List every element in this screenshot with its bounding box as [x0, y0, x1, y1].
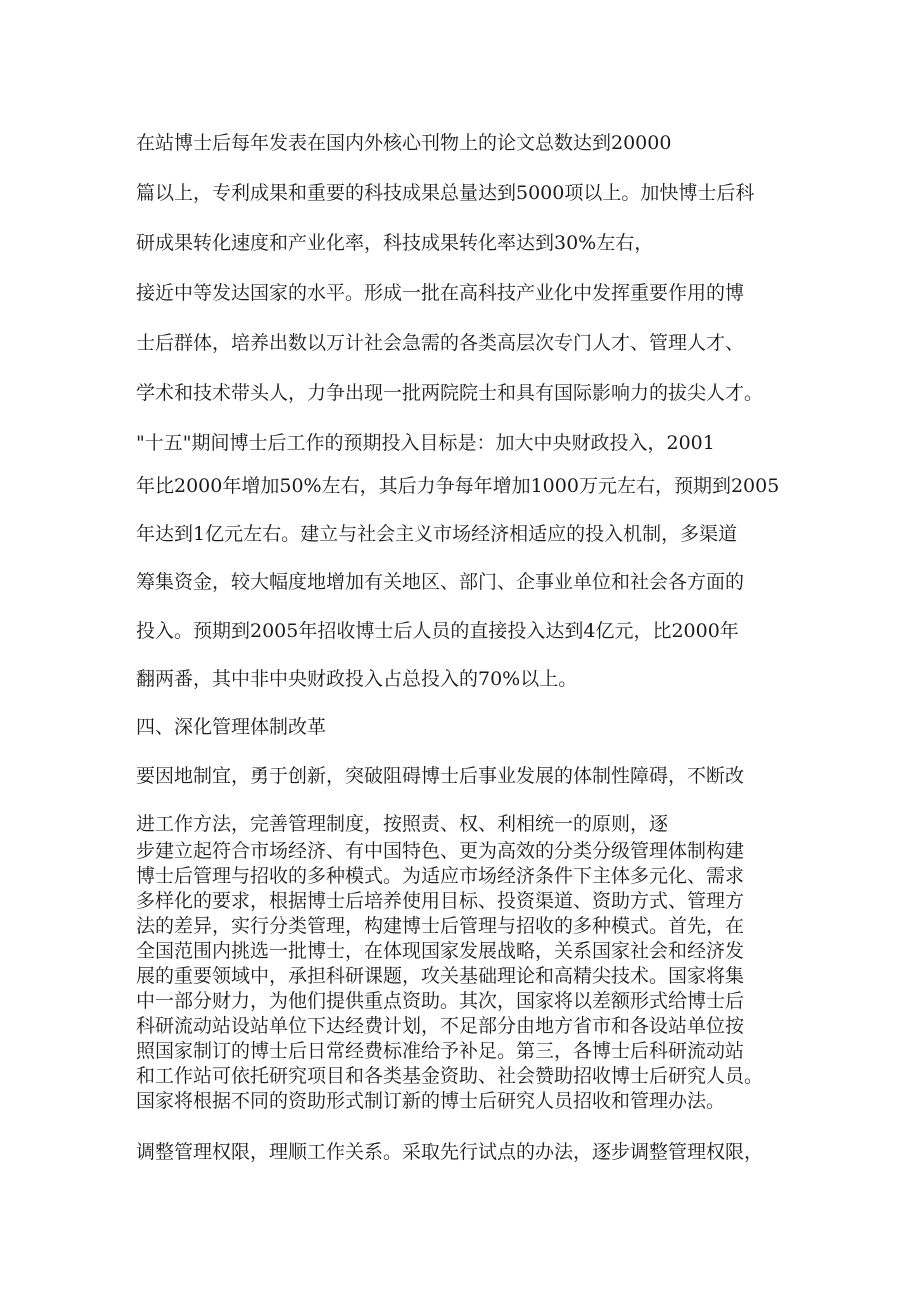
- text-line: "十五"期间博士后工作的预期投入目标是：加大中央财政投入，2001: [136, 432, 715, 454]
- text-line: 接近中等发达国家的水平。形成一批在高科技产业化中发挥重要作用的博: [136, 282, 745, 304]
- section-heading: 四、深化管理体制改革: [136, 716, 327, 738]
- text-line: 国家将根据不同的资助形式制订新的博士后研究人员招收和管理办法。: [136, 1090, 726, 1112]
- text-line: 要因地制宜，勇于创新，突破阻碍博士后事业发展的体制性障碍，不断改: [136, 765, 745, 787]
- text-line: 进工作方法，完善管理制度，按照责、权、利相统一的原则，逐: [136, 813, 669, 835]
- text-line: 筹集资金，较大幅度地增加有关地区、部门、企事业单位和社会各方面的: [136, 571, 745, 593]
- text-line: 多样化的要求，根据博士后培养使用目标、投资渠道、资助方式、管理方: [136, 890, 745, 912]
- text-line: 博士后管理与招收的多种模式。为适应市场经济条件下主体多元化、需求: [136, 865, 745, 887]
- text-line: 学术和技术带头人，力争出现一批两院院士和具有国际影响力的拔尖人才。: [136, 382, 764, 404]
- text-line: 全国范围内挑选一批博士，在体现国家发展战略，关系国家社会和经济发: [136, 940, 745, 962]
- text-line: 篇以上，专利成果和重要的科技成果总量达到5000项以上。加快博士后科: [136, 182, 755, 204]
- text-line: 年达到1亿元左右。建立与社会主义市场经济相适应的投入机制，多渠道: [136, 523, 738, 545]
- text-line: 中一部分财力，为他们提供重点资助。其次，国家将以差额形式给博士后: [136, 990, 745, 1012]
- text-line: 展的重要领域中，承担科研课题，攻关基础理论和高精尖技术。国家将集: [136, 965, 745, 987]
- text-line: 法的差异，实行分类管理，构建博士后管理与招收的多种模式。首先，在: [136, 915, 745, 937]
- text-line: 投入。预期到2005年招收博士后人员的直接投入达到4亿元，比2000年: [136, 620, 739, 642]
- text-line: 年比2000年增加50%左右，其后力争每年增加1000万元左右，预期到2005: [136, 475, 780, 497]
- text-line: 翻两番，其中非中央财政投入占总投入的70%以上。: [136, 668, 578, 690]
- text-line: 在站博士后每年发表在国内外核心刊物上的论文总数达到20000: [136, 132, 672, 154]
- text-line: 照国家制订的博士后日常经费标准给予补足。第三，各博士后科研流动站: [136, 1040, 745, 1062]
- text-line: 调整管理权限，理顺工作关系。采取先行试点的办法，逐步调整管理权限，: [136, 1141, 764, 1163]
- text-line: 科研流动站设站单位下达经费计划，不足部分由地方省市和各设站单位按: [136, 1015, 745, 1037]
- text-line: 和工作站可依托研究项目和各类基金资助、社会赞助招收博士后研究人员。: [136, 1065, 764, 1087]
- text-line: 步建立起符合市场经济、有中国特色、更为高效的分类分级管理体制构建: [136, 840, 745, 862]
- text-line: 研成果转化速度和产业化率，科技成果转化率达到30%左右，: [136, 232, 654, 254]
- text-line: 士后群体，培养出数以万计社会急需的各类高层次专门人才、管理人才、: [136, 332, 745, 354]
